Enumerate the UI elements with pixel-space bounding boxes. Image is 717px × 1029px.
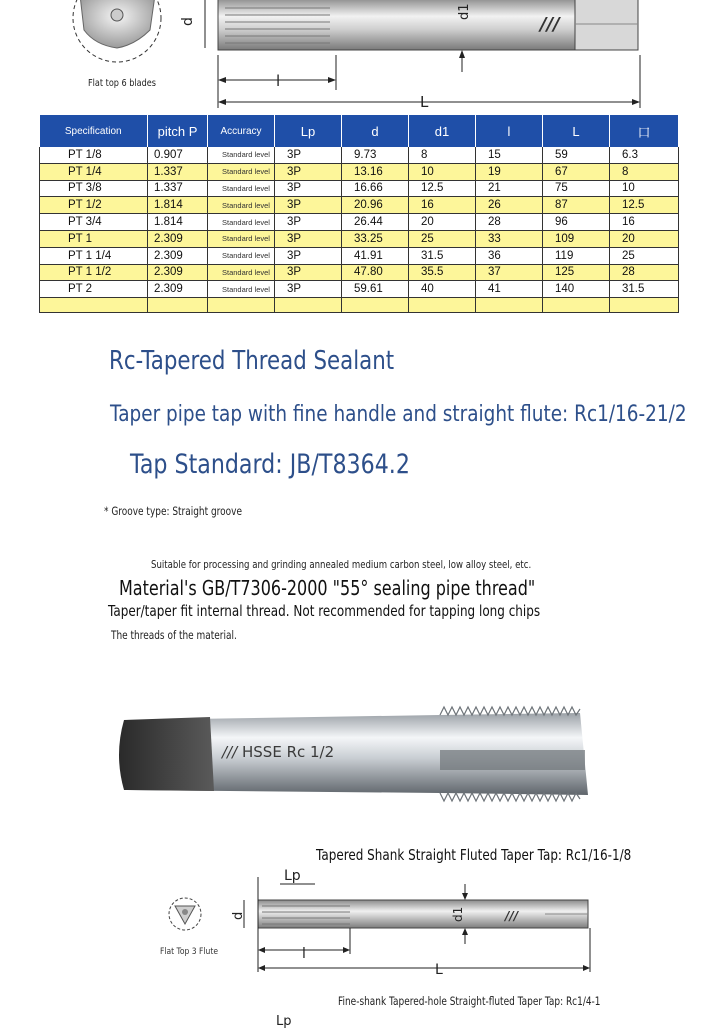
- table-cell: 3P: [275, 281, 342, 298]
- table-cell: 10: [610, 180, 679, 197]
- table-cell: 15: [476, 147, 543, 163]
- table-row: [40, 264, 679, 281]
- tap-body-drawing: [218, 0, 638, 50]
- dim-L-label: L: [420, 93, 429, 111]
- table-cell: [40, 298, 148, 313]
- table-cell: 3P: [275, 230, 342, 247]
- table-cell: PT 1/8: [40, 147, 148, 163]
- caption-fine-shank: Fine-shank Tapered-hole Straight-fluted Taper Tap: Rc1/4-1: [338, 994, 601, 1008]
- col-header: Specification: [40, 115, 148, 147]
- bottom-dim-l: l: [302, 946, 306, 962]
- note-material: Material's GB/T7306-2000 "55° sealing pipe thread": [119, 576, 536, 600]
- table-cell: Standard level: [208, 214, 275, 231]
- table-header-row: [40, 115, 679, 147]
- heading-taper-pipe-tap: Taper pipe tap with fine handle and straight flute: Rc1/16-21/2: [110, 401, 687, 427]
- tap-drawing-top: [0, 0, 717, 115]
- col-header: pitch P: [148, 115, 208, 147]
- table-cell: 26.44: [342, 214, 409, 231]
- partial-dim-Lp: Lp: [276, 1014, 292, 1029]
- table-cell: 8: [610, 163, 679, 180]
- table-cell: 19: [476, 163, 543, 180]
- table-cell: 28: [610, 264, 679, 281]
- bottom-dim-d1: d1: [451, 906, 465, 922]
- top-caption: Flat top 6 blades: [88, 78, 156, 89]
- table-cell: [409, 298, 476, 313]
- table-cell: 2.309: [148, 281, 208, 298]
- table-cell: PT 3/8: [40, 180, 148, 197]
- table-cell: 9.73: [342, 147, 409, 163]
- heading-tap-standard: Tap Standard: JB/T8364.2: [130, 449, 410, 480]
- table-cell: 40: [409, 281, 476, 298]
- table-cell: Standard level: [208, 147, 275, 163]
- table-row: [40, 230, 679, 247]
- table-row: [40, 281, 679, 298]
- table-cell: 3P: [275, 197, 342, 214]
- spec-table: [39, 115, 679, 313]
- table-cell: 21: [476, 180, 543, 197]
- table-cell: 0.907: [148, 147, 208, 163]
- note-groove: * Groove type: Straight groove: [104, 504, 242, 518]
- table-cell: 3P: [275, 180, 342, 197]
- table-cell: 67: [543, 163, 610, 180]
- table-cell: [476, 298, 543, 313]
- col-header: d: [342, 115, 409, 147]
- svg-text:///: ///: [540, 14, 560, 35]
- svg-text:///: ///: [222, 743, 238, 761]
- table-cell: 25: [610, 247, 679, 264]
- table-cell: [148, 298, 208, 313]
- table-row: [40, 147, 679, 163]
- table-cell: 35.5: [409, 264, 476, 281]
- table-cell: 36: [476, 247, 543, 264]
- table-cell: 2.309: [148, 247, 208, 264]
- note-threads: The threads of the material.: [111, 628, 237, 642]
- col-header: L: [543, 115, 610, 147]
- dim-d-label: d: [180, 17, 196, 26]
- table-cell: 10: [409, 163, 476, 180]
- table-cell: 37: [476, 264, 543, 281]
- table-cell: 3P: [275, 214, 342, 231]
- table-cell: 20: [409, 214, 476, 231]
- table-cell: Standard level: [208, 247, 275, 264]
- tap-marking: HSSE Rc 1/2: [242, 743, 335, 761]
- table-cell: 3P: [275, 264, 342, 281]
- table-cell: Standard level: [208, 264, 275, 281]
- tap-photo: [110, 695, 600, 815]
- table-cell: 33.25: [342, 230, 409, 247]
- table-cell: 3P: [275, 247, 342, 264]
- table-cell: PT 1/2: [40, 197, 148, 214]
- table-cell: 20.96: [342, 197, 409, 214]
- table-cell: 125: [543, 264, 610, 281]
- table-cell: 96: [543, 214, 610, 231]
- table-cell: 28: [476, 214, 543, 231]
- col-header: d1: [409, 115, 476, 147]
- table-cell: Standard level: [208, 197, 275, 214]
- table-cell: 119: [543, 247, 610, 264]
- table-row: [40, 247, 679, 264]
- dim-d1-label: d1: [457, 3, 472, 20]
- table-cell: 59.61: [342, 281, 409, 298]
- table-cell: 47.80: [342, 264, 409, 281]
- table-cell: 12.5: [409, 180, 476, 197]
- tap-end-view-icon: [73, 0, 161, 62]
- table-cell: PT 1 1/4: [40, 247, 148, 264]
- table-cell: 25: [409, 230, 476, 247]
- heading-rc-tapered: Rc-Tapered Thread Sealant: [109, 346, 395, 376]
- table-cell: [610, 298, 679, 313]
- table-cell: Standard level: [208, 163, 275, 180]
- table-cell: 33: [476, 230, 543, 247]
- table-cell: PT 3/4: [40, 214, 148, 231]
- table-row: [40, 197, 679, 214]
- table-cell: 2.309: [148, 264, 208, 281]
- table-cell: 41.91: [342, 247, 409, 264]
- table-cell: 1.814: [148, 214, 208, 231]
- caption-tapered-shank: Tapered Shank Straight Fluted Taper Tap: Rc1/16-1/8: [316, 846, 632, 864]
- table-cell: 20: [610, 230, 679, 247]
- col-header: Lp: [275, 115, 342, 147]
- table-cell: 3P: [275, 147, 342, 163]
- svg-text:///: ///: [505, 909, 519, 923]
- table-cell: 1.337: [148, 163, 208, 180]
- table-cell: Standard level: [208, 230, 275, 247]
- tap-drawing-bottom: [150, 862, 610, 982]
- flat-top-caption: Flat Top 3 Flute: [160, 947, 219, 957]
- table-row: [40, 214, 679, 231]
- col-header: Accuracy: [208, 115, 275, 147]
- table-cell: 31.5: [409, 247, 476, 264]
- table-cell: PT 2: [40, 281, 148, 298]
- bottom-dim-Lp: Lp: [284, 868, 301, 884]
- table-cell: PT 1/4: [40, 163, 148, 180]
- table-cell: 12.5: [610, 197, 679, 214]
- dim-l-label: l: [276, 72, 281, 90]
- flat-top-3-flute-icon: [169, 898, 201, 930]
- table-cell: 31.5: [610, 281, 679, 298]
- table-cell: Standard level: [208, 180, 275, 197]
- table-cell: 2.309: [148, 230, 208, 247]
- table-cell: 8: [409, 147, 476, 163]
- table-row: [40, 163, 679, 180]
- table-cell: Standard level: [208, 281, 275, 298]
- note-suitable: Suitable for processing and grinding annealed medium carbon steel, low alloy steel, etc.: [151, 558, 532, 571]
- table-cell: 26: [476, 197, 543, 214]
- note-fit: Taper/taper fit internal thread. Not recommended for tapping long chips: [108, 602, 541, 620]
- table-cell: 13.16: [342, 163, 409, 180]
- table-cell: 16: [409, 197, 476, 214]
- table-cell: [275, 298, 342, 313]
- table-cell: 3P: [275, 163, 342, 180]
- table-cell: 6.3: [610, 147, 679, 163]
- table-cell: 16: [610, 214, 679, 231]
- table-cell: [208, 298, 275, 313]
- col-header: l: [476, 115, 543, 147]
- col-header: 口: [610, 115, 679, 147]
- table-cell: 1.814: [148, 197, 208, 214]
- table-cell: PT 1: [40, 230, 148, 247]
- table-cell: 41: [476, 281, 543, 298]
- table-cell: 87: [543, 197, 610, 214]
- table-cell: [543, 298, 610, 313]
- table-cell: 109: [543, 230, 610, 247]
- table-cell: 16.66: [342, 180, 409, 197]
- bottom-dim-d: d: [231, 911, 246, 920]
- table-filler-row: [40, 298, 679, 313]
- table-row: [40, 180, 679, 197]
- table-cell: [342, 298, 409, 313]
- bottom-dim-L: L: [435, 962, 443, 978]
- table-cell: 59: [543, 147, 610, 163]
- table-cell: PT 1 1/2: [40, 264, 148, 281]
- table-cell: 75: [543, 180, 610, 197]
- table-cell: 140: [543, 281, 610, 298]
- table-cell: 1.337: [148, 180, 208, 197]
